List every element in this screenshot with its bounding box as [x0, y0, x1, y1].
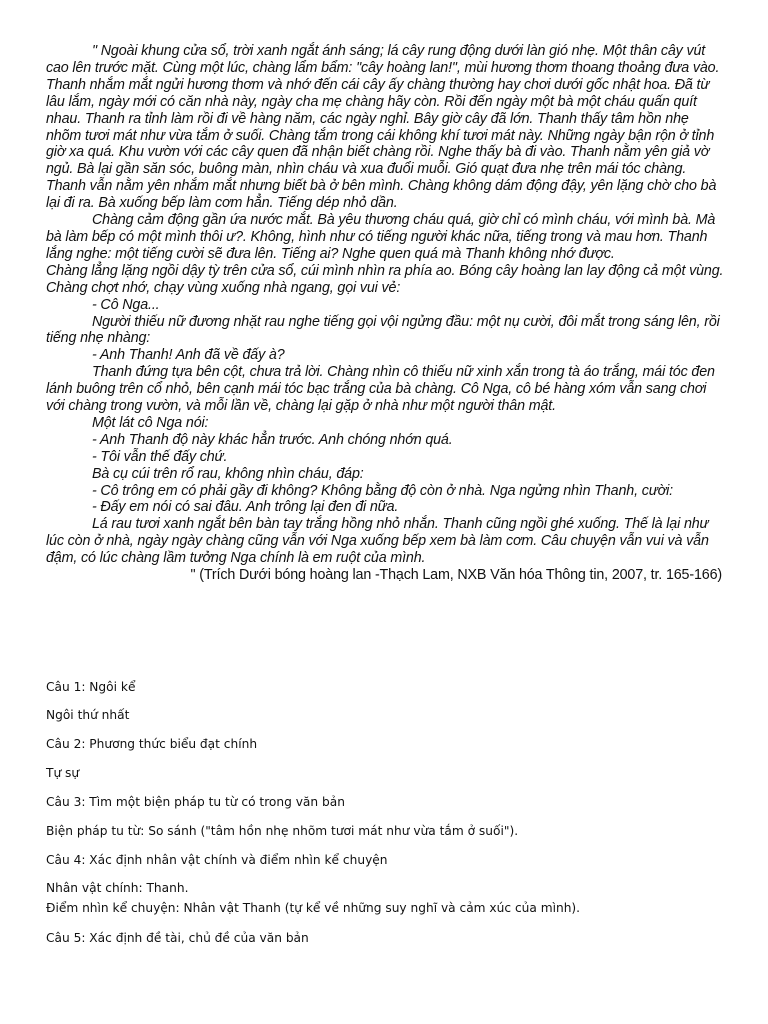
- passage-paragraph-1: " Ngoài khung cửa sổ, trời xanh ngắt ánh sáng; lá cây rung động dưới làn gió nhẹ. Một thân cây vút cao lên trước mặt. Cùng một lúc, chàng lẩm bẩm: "cây hoàng lan!", mùi hương thơm thoang thoảng đưa vào. Thanh nhắm mắt ngửi hương thơm và nhớ đến cái cây ấy chàng thường hay chơi dưới gốc nhật hoa. Đã từ lâu lắm, ngày mới có căn nhà này, ngày cha mẹ chàng hãy còn. Rồi đến ngày một bà một cháu quấn quít nhau. Thanh ra tỉnh làm rồi đi về hàng năm, các ngày nghỉ. Bây giờ cây đã lớn. Thanh thấy tâm hồn nhẹ nhõm tươi mát như vừa tắm ở suối. Chàng tắm trong cái không khí tươi mát này. Những ngày bận rộn ở tỉnh giờ xa quá. Khu vườn với các cây quen đã nhận biết chàng rồi. Nghe thấy bà đi vào. Thanh nằm yên giả vờ ngủ. Bà lại gần săn sóc, buông màn, nhìn cháu và xua đuổi muỗi. Gió quạt đưa nhẹ trên mái tóc chàng. Thanh vẫn nằm yên nhắm mắt nhưng biết bà ở bên mình. Chàng không dám động đậy, yên lặng chờ cho bà lại đi ra. Bà xuống bếp làm cơm hẳn. Tiếng dép nhỏ dần.: [46, 43, 720, 212]
- passage-paragraph-9: - Anh Thanh độ này khác hẳn trước. Anh chóng nhớn quá.: [92, 431, 453, 448]
- passage-paragraph-10: - Tôi vẫn thế đấy chứ.: [92, 448, 228, 465]
- question-4: Câu 4: Xác định nhân vật chính và điểm nhìn kể chuyện: [46, 853, 388, 867]
- passage-paragraph-14: Lá rau tươi xanh ngắt bên bàn tay trắng hồng nhỏ nhắn. Thanh cũng ngồi ghé xuống. Thế là lại như lúc còn ở nhà, ngày ngày chàng cũng vẫn với Nga xuống bếp xem bà làm cơm. Câu chuyện vẫn vui và vẫn đậm, có lúc chàng lầm tưởng Nga chính là em ruột của mình.: [46, 516, 709, 567]
- question-1: Câu 1: Ngôi kể: [46, 680, 136, 694]
- question-3: Câu 3: Tìm một biện pháp tu từ có trong văn bản: [46, 795, 345, 809]
- passage-paragraph-13: - Đấy em nói có sai đâu. Anh trông lại đen đi nữa.: [92, 499, 399, 516]
- passage-paragraph-5: Người thiếu nữ đương nhặt rau nghe tiếng gọi vội ngửng đầu: một nụ cười, đôi mắt trong sáng lên, rồi tiếng nhẹ nhàng:: [46, 313, 720, 347]
- passage-paragraph-11: Bà cụ cúi trên rổ rau, không nhìn cháu, đáp:: [92, 465, 364, 482]
- passage-paragraph-7: Thanh đứng tựa bên cột, chưa trả lời. Chàng nhìn cô thiếu nữ xinh xắn trong tà áo trắng, mái tóc đen lánh buông trên cổ nhỏ, bên cạnh mái tóc bạc trắng của bà chàng. Cô Nga, cô bé hàng xóm vẫn sang chơi với chàng trong vườn, và mỗi lần về, chàng lại gặp ở nhà như một người thân mật.: [46, 364, 715, 415]
- answer-3: Biện pháp tu từ: So sánh ("tâm hồn nhẹ nhõm tươi mát như vừa tắm ở suối").: [46, 824, 519, 838]
- passage-paragraph-12: - Cô trông em có phải gầy đi không? Không bằng độ còn ở nhà. Nga ngửng nhìn Thanh, cười:: [92, 482, 673, 499]
- answer-2: Tự sự: [46, 766, 80, 780]
- story-excerpt: [46, 43, 724, 584]
- source-citation: " (Trích Dưới bóng hoàng lan -Thạch Lam, NXB Văn hóa Thông tin, 2007, tr. 165-166): [190, 567, 722, 584]
- passage-paragraph-4: - Cô Nga...: [92, 296, 160, 313]
- passage-paragraph-3: Chàng lẳng lặng ngồi dậy tỳ trên cửa sổ, cúi mình nhìn ra phía ao. Bóng cây hoàng lan lay động cả một vùng. Chàng chợt nhớ, chạy vùng xuống nhà ngang, gọi vui vẻ:: [46, 262, 724, 296]
- answer-1: Ngôi thứ nhất: [46, 708, 130, 722]
- passage-paragraph-2: Chàng cảm động gần ứa nước mắt. Bà yêu thương cháu quá, giờ chỉ có mình cháu, với mình bà. Mà bà làm bếp có một mình thôi ư?. Không, hình như có tiếng người khác nữa, tiếng trong và mau hơn. Thanh lắng nghe: một tiếng cười sẽ đưa lên. Tiếng ai? Nghe quen quá mà Thanh không nhớ được.: [46, 212, 716, 262]
- question-2: Câu 2: Phương thức biểu đạt chính: [46, 737, 258, 751]
- question-5: Câu 5: Xác định đề tài, chủ đề của văn bản: [46, 931, 309, 945]
- answer-4-main-character: Nhân vật chính: Thanh.: [46, 881, 189, 895]
- passage-paragraph-6: - Anh Thanh! Anh đã về đấy à?: [92, 347, 285, 364]
- passage-paragraph-8: Một lát cô Nga nói:: [92, 414, 209, 431]
- answer-4-point-of-view: Điểm nhìn kể chuyện: Nhân vật Thanh (tự kể về những suy nghĩ và cảm xúc của mình).: [46, 901, 581, 915]
